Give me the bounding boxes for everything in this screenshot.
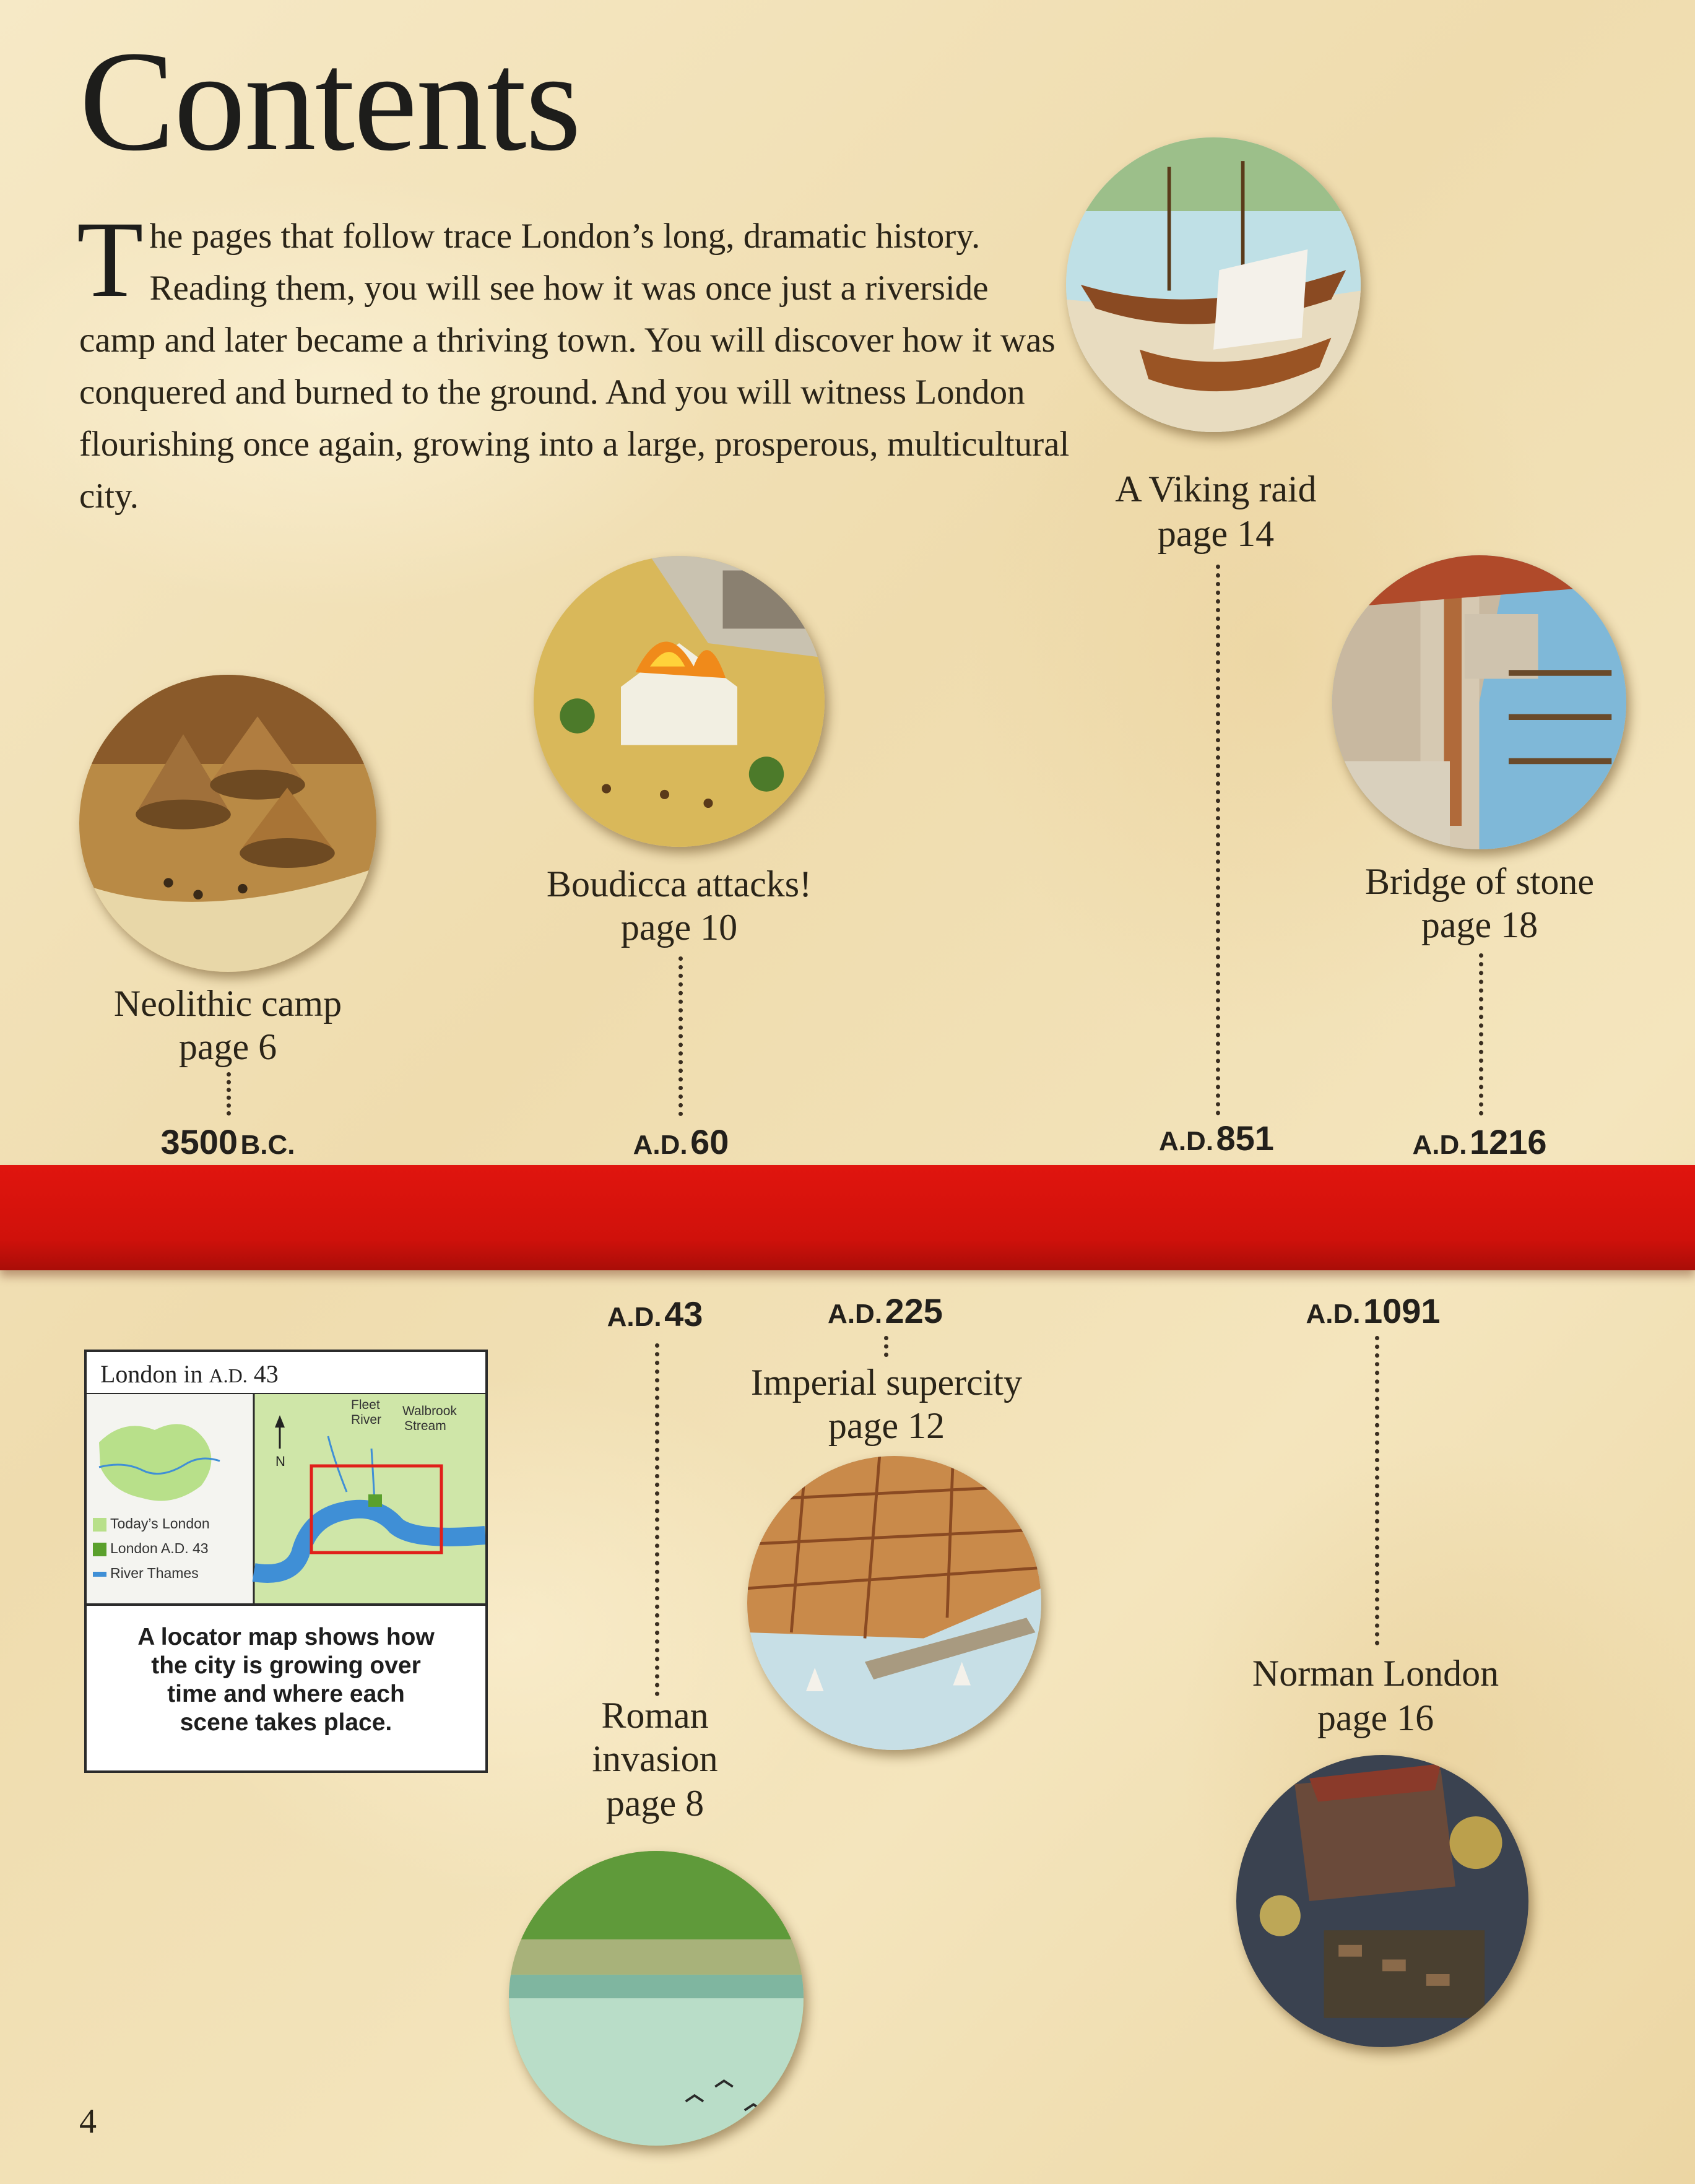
walbrook-label-1: Walbrook [402, 1404, 457, 1418]
norman-date: A.D. 1091 [1306, 1291, 1441, 1330]
legend-london43: London A.D. 43 [93, 1540, 209, 1557]
walbrook-label-2: Stream [404, 1419, 446, 1433]
locator-map-caption: A locator map shows how the city is growing over time and where each scene takes place. [137, 1624, 435, 1736]
norman-title[interactable]: Norman London [1252, 1653, 1499, 1694]
locator-map-title: London in A.D. 43 [100, 1360, 279, 1388]
viking-date: A.D. 851 [1159, 1119, 1274, 1158]
roman-illustration[interactable] [509, 1851, 804, 2146]
norman-illustration[interactable] [1236, 1755, 1528, 2047]
page-number: 4 [79, 2102, 97, 2141]
viking-page[interactable]: page 14 [1157, 513, 1275, 554]
intro-paragraph [77, 199, 1070, 522]
norman-connector [1375, 1336, 1379, 1645]
imperial-illustration[interactable] [747, 1456, 1041, 1750]
neolithic-page[interactable]: page 6 [178, 1026, 277, 1067]
intro-text: he pages that follow trace London’s long, dramatic history. Reading them, you will see how it was once just a riverside camp and later became a thriving town. You will discover how it was conquered and burned to the ground. And you will witness London flourishing once again, growing into a large, prosperous, multicultural city. [79, 217, 1070, 516]
locator-map-box [84, 1350, 488, 1773]
roman-date: A.D. 43 [607, 1294, 703, 1333]
viking-title[interactable]: A Viking raid [1115, 469, 1317, 509]
norman-page[interactable]: page 16 [1317, 1697, 1434, 1738]
imperial-title[interactable]: Imperial supercity [750, 1362, 1023, 1403]
boudicca-page[interactable]: page 10 [620, 907, 738, 948]
boudicca-date: A.D. 60 [633, 1122, 729, 1161]
roman-page[interactable]: page 8 [605, 1783, 704, 1824]
imperial-connector [884, 1336, 888, 1357]
bridge-illustration[interactable] [1332, 555, 1626, 849]
viking-illustration[interactable] [1066, 137, 1361, 432]
legend-today: Today’s London [93, 1515, 210, 1532]
bridge-connector [1479, 953, 1483, 1116]
boudicca-title[interactable]: Boudicca attacks! [546, 864, 812, 904]
bridge-date: A.D. 1216 [1412, 1122, 1547, 1161]
roman-title-line1[interactable]: Roman [601, 1695, 709, 1736]
neolithic-illustration[interactable] [79, 675, 376, 972]
fleet-river-label-2: River [351, 1413, 382, 1427]
drop-cap: T [77, 199, 144, 320]
fleet-river-label-1: Fleet [351, 1398, 380, 1412]
legend-thames: River Thames [93, 1565, 199, 1582]
viking-connector [1216, 565, 1220, 1116]
bridge-page[interactable]: page 18 [1421, 904, 1538, 945]
imperial-page[interactable]: page 12 [828, 1405, 945, 1446]
imperial-date: A.D. 225 [828, 1291, 943, 1330]
roman-connector [655, 1343, 659, 1696]
boudicca-illustration[interactable] [534, 556, 825, 847]
roman-title-line2[interactable]: invasion [592, 1738, 718, 1779]
boudicca-connector [678, 956, 683, 1116]
page-title: Contents [79, 22, 580, 181]
north-label: N [275, 1454, 285, 1469]
neolithic-title[interactable]: Neolithic camp [113, 983, 342, 1024]
neolithic-date: 3500 B.C. [160, 1122, 295, 1161]
bridge-title[interactable]: Bridge of stone [1365, 861, 1594, 902]
neolithic-connector [227, 1072, 231, 1116]
timeline-band [0, 1165, 1695, 1270]
